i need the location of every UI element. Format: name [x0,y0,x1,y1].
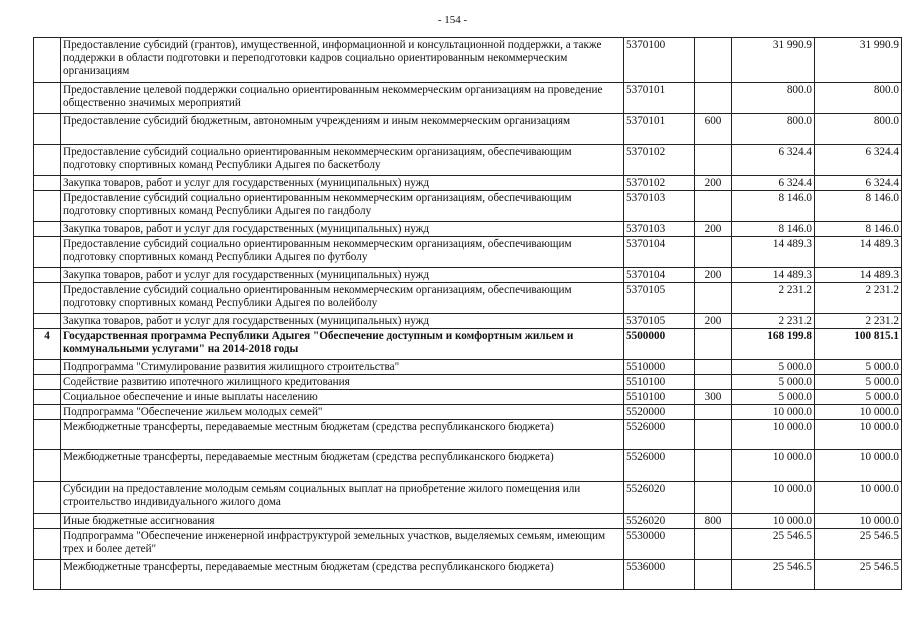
table-row [34,191,902,222]
row-name: Предоставление субсидий социально ориентированным некоммерческим организациям, обеспечивающим подготовку спортивных команд Республики Адыгея по гандболу [61,191,624,222]
row-expense-type [695,405,732,420]
row-amount-a: 10 000.0 [732,514,815,529]
table-row [34,222,902,237]
row-code: 5370105 [624,314,695,329]
row-amount-b: 5 000.0 [815,360,902,375]
table-row [34,38,902,83]
table-row [34,405,902,420]
row-expense-type: 600 [695,114,732,145]
row-code: 5526000 [624,450,695,482]
row-name: Предоставление субсидий социально ориентированным некоммерческим организациям, обеспечивающим подготовку спортивных команд Республики Адыгея по баскетболу [61,145,624,176]
row-code: 5370104 [624,237,695,268]
row-amount-b: 25 546.5 [815,529,902,560]
row-expense-type [695,482,732,514]
table-row [34,114,902,145]
row-amount-b: 800.0 [815,114,902,145]
row-expense-type [695,283,732,314]
row-amount-b: 10 000.0 [815,420,902,450]
row-number [34,560,61,590]
row-amount-a: 8 146.0 [732,222,815,237]
row-amount-a: 31 990.9 [732,38,815,83]
row-amount-a: 2 231.2 [732,283,815,314]
row-code: 5370101 [624,114,695,145]
table-row [34,176,902,191]
row-number [34,360,61,375]
row-amount-a: 10 000.0 [732,405,815,420]
row-number [34,114,61,145]
row-code: 5526000 [624,420,695,450]
row-amount-a: 5 000.0 [732,390,815,405]
row-code: 5530000 [624,529,695,560]
row-number: 4 [34,329,61,360]
row-expense-type: 200 [695,314,732,329]
row-amount-a: 6 324.4 [732,176,815,191]
row-expense-type [695,83,732,114]
row-expense-type [695,329,732,360]
row-number [34,529,61,560]
row-number [34,268,61,283]
row-number [34,420,61,450]
row-number [34,450,61,482]
row-name: Межбюджетные трансферты, передаваемые местным бюджетам (средства республиканского бюджета) [61,450,624,482]
row-number [34,145,61,176]
row-amount-a: 800.0 [732,114,815,145]
table-row [34,482,902,514]
table-row [34,314,902,329]
table-row [34,375,902,390]
row-code: 5370102 [624,145,695,176]
row-expense-type [695,529,732,560]
row-amount-b: 800.0 [815,83,902,114]
table-row [34,360,902,375]
table-row [34,283,902,314]
page-number: - 154 - [437,14,468,26]
row-expense-type [695,450,732,482]
row-name: Межбюджетные трансферты, передаваемые местным бюджетам (средства республиканского бюджета) [61,560,624,590]
row-expense-type [695,375,732,390]
row-code: 5370104 [624,268,695,283]
row-number [34,375,61,390]
table-row-program [34,329,902,360]
row-expense-type: 300 [695,390,732,405]
row-amount-a: 10 000.0 [732,450,815,482]
row-amount-a: 14 489.3 [732,268,815,283]
row-number [34,237,61,268]
row-code: 5370100 [624,38,695,83]
row-number [34,405,61,420]
row-expense-type [695,420,732,450]
row-expense-type [695,560,732,590]
row-amount-b: 25 546.5 [815,560,902,590]
row-code: 5370103 [624,191,695,222]
row-amount-a: 5 000.0 [732,360,815,375]
row-code: 5510100 [624,375,695,390]
row-amount-b: 10 000.0 [815,405,902,420]
row-number [34,314,61,329]
row-number [34,176,61,191]
row-amount-a: 5 000.0 [732,375,815,390]
row-amount-a: 800.0 [732,83,815,114]
table-row [34,83,902,114]
row-expense-type: 200 [695,176,732,191]
row-name: Предоставление субсидий социально ориентированным некоммерческим организациям, обеспечивающим подготовку спортивных команд Республики Адыгея по футболу [61,237,624,268]
row-name: Закупка товаров, работ и услуг для государственных (муниципальных) нужд [61,222,624,237]
row-amount-b: 10 000.0 [815,450,902,482]
row-amount-b: 6 324.4 [815,176,902,191]
row-name: Предоставление целевой поддержки социально ориентированным некоммерческим организациям на проведение общественно значимых мероприятий [61,83,624,114]
row-code: 5510000 [624,360,695,375]
table-row [34,390,902,405]
row-amount-b: 2 231.2 [815,283,902,314]
row-name: Государственная программа Республики Адыгея "Обеспечение доступным и комфортным жильем и коммунальными услугами" на 2014-2018 годы [61,329,624,360]
row-name: Закупка товаров, работ и услуг для государственных (муниципальных) нужд [61,268,624,283]
row-code: 5370103 [624,222,695,237]
row-name: Подпрограмма "Обеспечение инженерной инфраструктурой земельных участков, выделяемых семьям, имеющим трех и более детей" [61,529,624,560]
table-row [34,420,902,450]
row-number [34,38,61,83]
row-number [34,83,61,114]
row-amount-b: 8 146.0 [815,191,902,222]
row-name: Закупка товаров, работ и услуг для государственных (муниципальных) нужд [61,314,624,329]
row-name: Межбюджетные трансферты, передаваемые местным бюджетам (средства республиканского бюджета) [61,420,624,450]
row-amount-b: 14 489.3 [815,268,902,283]
table-row [34,237,902,268]
row-amount-a: 14 489.3 [732,237,815,268]
row-name: Предоставление субсидий социально ориентированным некоммерческим организациям, обеспечивающим подготовку спортивных команд Республики Адыгея по волейболу [61,283,624,314]
row-number [34,514,61,529]
row-name: Социальное обеспечение и иные выплаты населению [61,390,624,405]
row-amount-b: 100 815.1 [815,329,902,360]
row-name: Содействие развитию ипотечного жилищного кредитования [61,375,624,390]
row-code: 5510100 [624,390,695,405]
table-row [34,560,902,590]
row-code: 5370101 [624,83,695,114]
row-name: Иные бюджетные ассигнования [61,514,624,529]
row-expense-type [695,38,732,83]
table-row [34,268,902,283]
row-amount-b: 14 489.3 [815,237,902,268]
row-number [34,482,61,514]
row-amount-b: 5 000.0 [815,375,902,390]
row-amount-a: 8 146.0 [732,191,815,222]
row-name: Предоставление субсидий бюджетным, автономным учреждениям и иным некоммерческим организациям [61,114,624,145]
row-code: 5370105 [624,283,695,314]
row-amount-a: 25 546.5 [732,560,815,590]
row-name: Подпрограмма "Стимулирование развития жилищного строительства" [61,360,624,375]
row-amount-b: 8 146.0 [815,222,902,237]
row-number [34,222,61,237]
row-number [34,283,61,314]
row-expense-type: 200 [695,222,732,237]
row-expense-type [695,237,732,268]
row-name: Субсидии на предоставление молодым семьям социальных выплат на приобретение жилого помещения или строительство индивидуального жилого дома [61,482,624,514]
table-row [34,529,902,560]
budget-table [33,37,902,590]
row-name: Предоставление субсидий (грантов), имущественной, информационной и консультационной поддержки, а также поддержки в области подготовки и переподготовки кадров социально ориентированным некоммерческим организациям [61,38,624,83]
row-code: 5536000 [624,560,695,590]
row-name: Подпрограмма "Обеспечение жильем молодых семей" [61,405,624,420]
table-row [34,145,902,176]
row-amount-b: 10 000.0 [815,514,902,529]
row-code: 5526020 [624,482,695,514]
row-amount-b: 6 324.4 [815,145,902,176]
row-expense-type: 800 [695,514,732,529]
row-code: 5500000 [624,329,695,360]
row-amount-a: 6 324.4 [732,145,815,176]
row-number [34,390,61,405]
row-amount-a: 25 546.5 [732,529,815,560]
row-amount-b: 2 231.2 [815,314,902,329]
row-expense-type [695,191,732,222]
row-amount-a: 10 000.0 [732,420,815,450]
row-amount-b: 5 000.0 [815,390,902,405]
row-code: 5526020 [624,514,695,529]
row-expense-type: 200 [695,268,732,283]
row-code: 5370102 [624,176,695,191]
table-row [34,450,902,482]
row-expense-type [695,145,732,176]
table-row [34,514,902,529]
row-number [34,191,61,222]
row-amount-a: 2 231.2 [732,314,815,329]
row-amount-b: 10 000.0 [815,482,902,514]
row-expense-type [695,360,732,375]
row-amount-a: 168 199.8 [732,329,815,360]
row-code: 5520000 [624,405,695,420]
row-name: Закупка товаров, работ и услуг для государственных (муниципальных) нужд [61,176,624,191]
row-amount-b: 31 990.9 [815,38,902,83]
row-amount-a: 10 000.0 [732,482,815,514]
